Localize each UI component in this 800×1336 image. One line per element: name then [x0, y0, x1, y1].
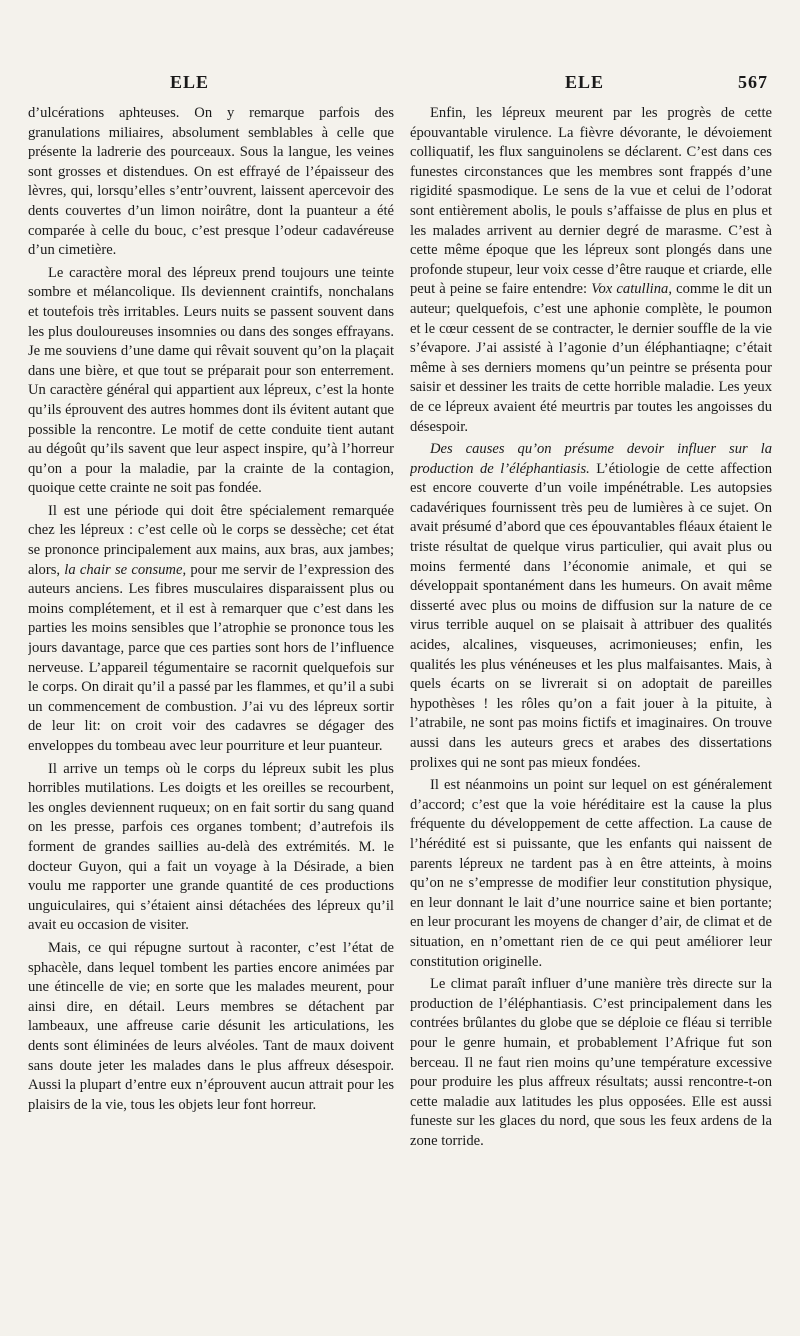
paragraph: d’ulcérations aphteuses. On y remarque parfois des granulations miliaires, absolument semblables à celle que présente la ladrerie des pourceaux. Sous la langue, les veines sont grosses et distendues. On est effrayé de l’épaisseur des lèvres, qui, lorsqu’elles s’entr’ouvrent, laissent apercevoir des dents couvertes d’un limon noirâtre, dont la puanteur a été comparée à celle du bouc, c’est presque l’odeur cadavéreuse d’un cimetière.	[28, 105, 394, 259]
paragraph: Il est néanmoins un point sur lequel on est généralement d’accord; c’est que la voie héréditaire est la cause la plus fréquente du développement de cette affection. La cause de l’hérédité est si puissante, que les enfants qui naissent de parents lépreux ne tardent pas à en être atteints, à moins qu’on ne s’empresse de modifier leur constitution physique, en leur donnant le lait d’une nourrice saine et bien portante; en leur procurant les moyens de changer d’air, de climat et de situation, en n’omettant rien de ce qui peut améliorer leur constitution originelle.	[410, 777, 772, 970]
paragraph: Le caractère moral des lépreux prend toujours une teinte sombre et mélancolique. Ils deviennent craintifs, nonchalans et toutefois très irritables. Leurs nuits se passent souvent dans les plus douloureuses insomnies ou dans des songes effrayans. Je me souviens d’une dame qui rêvait souvent qu’on la plaçait dans une bière, et que tout se préparait pour son enterrement. Un caractère général qui appartient aux lépreux, c’est la honte qu’ils éprouvent des autres hommes dont ils évitent autant que possible la rencontre. Le motif de cette conduite tient autant au dégoût qu’ils savent que leur aspect inspire, qu’à l’horreur qu’on a pour la maladie, par la crainte de la contagion, quoique cette crainte ne soit pas fondée.	[28, 264, 394, 497]
left-column	[28, 104, 394, 1304]
page-number: 567	[738, 72, 768, 92]
paragraph: Il arrive un temps où le corps du lépreux subit les plus horribles mutilations. Les doigts et les oreilles se recourbent, les ongles deviennent ruqueux; on en fait sortir du sang quand on les presse, parfois ces organes tombent; d’autrefois ils forment de grandes saillies au-delà des extrémités. M. le docteur Guyon, qui a fait un voyage à la Désirade, a bien voulu me rapporter une grande quantité de ces productions unguiculaires, qui s’étaient ainsi détachées des lépreux qu’il avait eu occasion de visiter.	[28, 760, 394, 934]
paragraph: Le climat paraît influer d’une manière très directe sur la production de l’éléphantiasis. C’est principalement dans les contrées brûlantes du globe que se déploie ce fléau si terrible pour le genre humain, et probablement l’Afrique fut son berceau. Il ne faut rien moins qu’une température excessive pour produire les plus affreux résultats; aussi rencontre-t-on cette maladie aux latitudes les plus opposées. Elle est aussi funeste sur les glaces du nord, que sous les feux ardens de la zone torride.	[410, 976, 772, 1149]
header-center-word: ELE	[565, 72, 605, 92]
section-heading: Des causes qu’on présume devoir influer sur la production de l’éléphantiasis.	[410, 441, 772, 477]
italic-phrase: la chair se consume	[64, 561, 183, 578]
header-left-word: ELE	[170, 72, 210, 92]
right-column	[410, 104, 772, 1304]
running-header	[0, 72, 800, 96]
paragraph: Il est une période qui doit être spécialement remarquée chez les lépreux : c’est celle où le corps se dessèche; cet état se prononce principalement aux mains, aux bras, aux jambes; alors, la chair se consume, pour me servir de l’expression des auteurs anciens. Les fibres musculaires disparaissent plus ou moins complétement, et il est à remarquer que c’est dans les parties les moins sensibles que l’atrophie se prononce tous les jours davantage, parce que ces parties sont hors de l’influence nerveuse. L’appareil tégumentaire se racornit quelquefois sur le corps. On dirait qu’il a passé par les flammes, et qu’il a subi un commencement de combustion. J’ai vu des lépreux sortir de leur lit: on croit voir des cadavres se dégager des enveloppes du tombeau avec leur pourriture et leur puanteur.	[28, 502, 394, 754]
paragraph: Mais, ce qui répugne surtout à raconter, c’est l’état de sphacèle, dans lequel tombent les parties encore animées par une étincelle de vie; en sorte que les malades meurent, pour ainsi dire, en détail. Leurs membres se détachent par lambeaux, une affreuse carie désunit les articulations, les dents sont éliminées de leurs alvéoles. Tant de maux doivent sans doute jeter les malades dans le plus affreux désespoir. Aussi la plupart d’entre eux n’éprouvent aucun attrait pour les plaisirs de la vie, tous les objets leur font horreur.	[28, 939, 394, 1113]
section-heading-paragraph: Des causes qu’on présume devoir influer sur la production de l’éléphantiasis. L’étiologie de cette affection est encore couverte d’un voile impénétrable. Les autopsies cadavériques fournissent très peu de lumières à ce sujet. On avait présumé d’abord que ces épouvantables fléaux étaient le triste résultat de quelque virus particulier, qui avait plus ou moins fermenté dans l’économie animale, et qui se développait spontanément dans les humeurs. On avait même disserté avec plus ou moins de diffusion sur la nature de ce virus terrible auquel on se plaisait à attribuer des qualités acides, alcalines, visqueuses, acrimonieuses; enfin, les qualités les plus vénéneuses et les plus malfaisantes. Mais, à quels écarts on se livrerait si on adoptait de pareilles hypothèses ! les rôles qu’on a fait jouer à la pituite, à l’atrabile, ne sont pas moins fictifs et imaginaires. On trouve aussi dans les auteurs grecs et arabes des dissertations prolixes qui ne sont pas mieux fondées.	[410, 441, 772, 771]
italic-phrase: Vox catullina	[591, 281, 669, 298]
paragraph: Enfin, les lépreux meurent par les progrès de cette épouvantable virulence. La fièvre dévorante, le dévoiement colliquatif, les flux sanguinolens se déclarent. C’est dans ces funestes circonstances que les membres sont frappés d’une rigidité spasmodique. Le sens de la vue et celui de l’odorat sont entièrement abolis, le pouls s’affaisse de plus en plus et les malades arrivent au dernier degré de marasme. C’est à cette même époque que les lépreux sont plongés dans une profonde stupeur, leur voix cesse d’être rauque et criarde, elle peut à peine se faire entendre: Vox catullina, comme le dit un auteur; quelquefois, c’est une aphonie complète, le poumon et le cœur cessent de se contracter, le dernier souffle de la vie s’évapore. J’ai assisté à l’agonie d’un éléphantiaqne; c’était même à ses derniers momens qu’un peintre se présenta pour saisir et dessiner les traits de cette horrible maladie. Les yeux de ce lépreux avaient été meurtris par toutes les angoisses du désespoir.	[410, 105, 772, 435]
